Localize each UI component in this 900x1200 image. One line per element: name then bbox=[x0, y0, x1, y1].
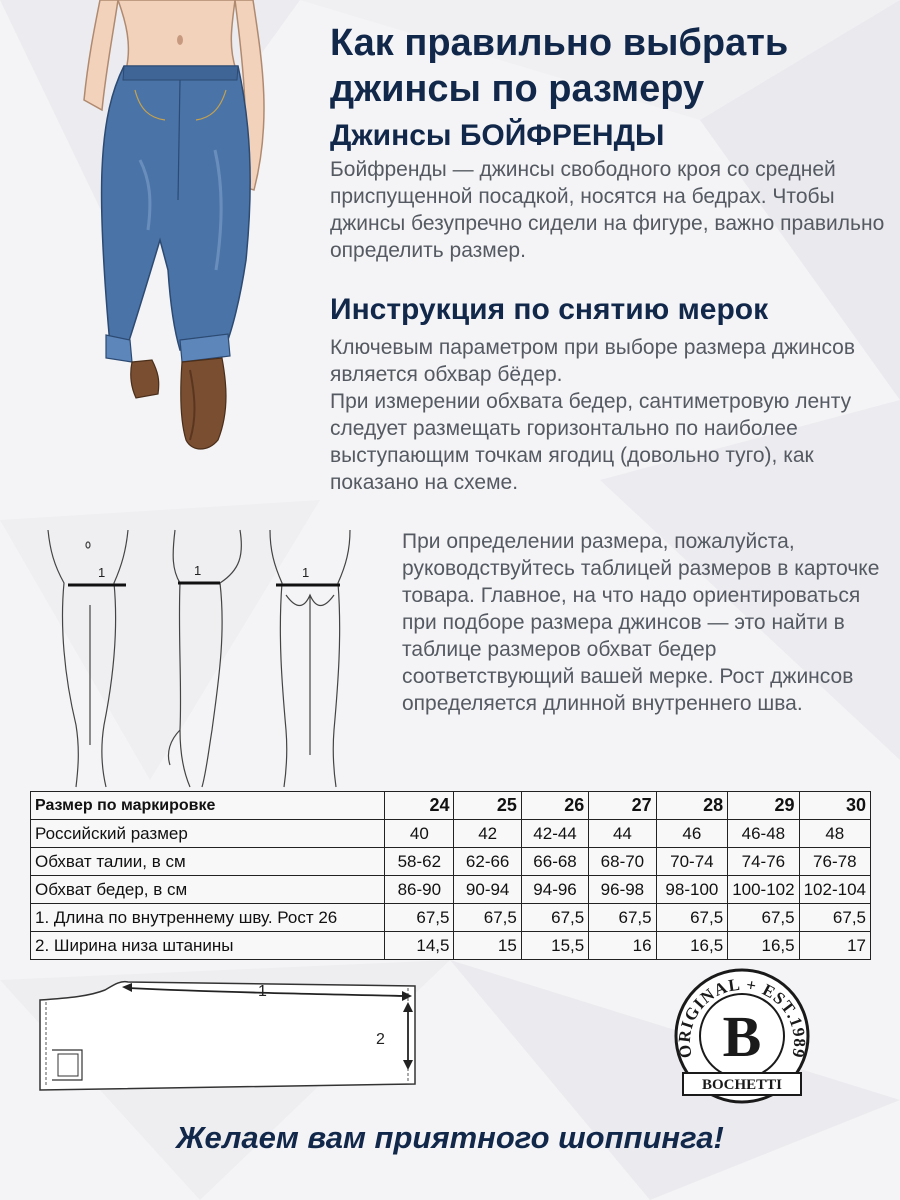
table-cell: 58-62 bbox=[385, 848, 454, 876]
size-header-28: 28 bbox=[656, 792, 728, 820]
table-cell: 68-70 bbox=[589, 848, 656, 876]
left-boot bbox=[131, 360, 159, 398]
table-cell: 42-44 bbox=[521, 820, 588, 848]
measurement-figures bbox=[30, 525, 370, 790]
table-cell: 48 bbox=[799, 820, 870, 848]
table-cell: 44 bbox=[589, 820, 656, 848]
table-cell: 67,5 bbox=[521, 904, 588, 932]
size-header-29: 29 bbox=[728, 792, 799, 820]
boyfriends-description: Бойфренды — джинсы свободного кроя со средней приспущенной посадкой, носятся на бедрах. Чтобы джинсы безупречно сидели на фигуре, важно правильно определить размер. bbox=[330, 158, 885, 262]
leg-width-label: 2 bbox=[376, 1031, 385, 1048]
table-cell: 67,5 bbox=[385, 904, 454, 932]
tape-label-front: 1 bbox=[98, 565, 106, 580]
size-header-30: 30 bbox=[799, 792, 870, 820]
table-cell: 94-96 bbox=[521, 876, 588, 904]
instruction-heading: Инструкция по снятию мерок bbox=[330, 293, 769, 326]
table-cell: 16,5 bbox=[728, 932, 799, 960]
table-row bbox=[31, 932, 871, 960]
table-cell: 70-74 bbox=[656, 848, 728, 876]
logo-ring-text: ORIGINAL + EST.1989 bbox=[674, 974, 810, 1061]
table-cell: 67,5 bbox=[799, 904, 870, 932]
boyfriends-heading: Джинсы БОЙФРЕНДЫ bbox=[330, 119, 665, 152]
table-cell: 46 bbox=[656, 820, 728, 848]
table-cell: 67,5 bbox=[728, 904, 799, 932]
table-cell: 15,5 bbox=[521, 932, 588, 960]
table-cell: 100-102 bbox=[728, 876, 799, 904]
table-cell: 90-94 bbox=[454, 876, 521, 904]
table-cell: 40 bbox=[385, 820, 454, 848]
row-label-waist: Обхват талии, в см bbox=[31, 848, 385, 876]
logo-letter: B bbox=[722, 1004, 762, 1069]
table-cell: 16 bbox=[589, 932, 656, 960]
table-cell: 74-76 bbox=[728, 848, 799, 876]
table-cell: 16,5 bbox=[656, 932, 728, 960]
logo-brand-name: BOCHETTI bbox=[682, 1072, 802, 1096]
row-label-leg-width: 2. Ширина низа штанины bbox=[31, 932, 385, 960]
size-header-26: 26 bbox=[521, 792, 588, 820]
bochetti-logo bbox=[672, 966, 812, 1106]
tape-label-back: 1 bbox=[302, 565, 310, 580]
table-cell: 62-66 bbox=[454, 848, 521, 876]
side-figure bbox=[168, 530, 241, 787]
table-cell: 67,5 bbox=[454, 904, 521, 932]
size-table-header-label: Размер по маркировке bbox=[31, 792, 385, 820]
right-boot bbox=[181, 358, 226, 449]
table-cell: 76-78 bbox=[799, 848, 870, 876]
table-cell: 67,5 bbox=[589, 904, 656, 932]
size-header-24: 24 bbox=[385, 792, 454, 820]
table-cell: 96-98 bbox=[589, 876, 656, 904]
size-advice-text: При определении размера, пожалуйста, руководствуйтесь таблицей размеров в карточке товара. Главное, на что надо ориентироваться при подборе размера джинсов — это найти в таблице размеров обхват бедер соответствующий вашей мерке. Рост джинсов определяется длинной внутреннего шва. bbox=[402, 530, 880, 715]
table-cell: 46-48 bbox=[728, 820, 799, 848]
row-label-hips: Обхват бедер, в см bbox=[31, 876, 385, 904]
table-cell: 98-100 bbox=[656, 876, 728, 904]
table-cell: 66-68 bbox=[521, 848, 588, 876]
table-cell: 15 bbox=[454, 932, 521, 960]
size-header-27: 27 bbox=[589, 792, 656, 820]
front-figure bbox=[48, 530, 128, 787]
page-title: Как правильно выбрать джинсы по размеру bbox=[330, 22, 789, 110]
row-label-inseam: 1. Длина по внутреннему шву. Рост 26 bbox=[31, 904, 385, 932]
table-cell: 86-90 bbox=[385, 876, 454, 904]
table-cell: 102-104 bbox=[799, 876, 870, 904]
size-table-header-row bbox=[31, 792, 871, 820]
size-header-25: 25 bbox=[454, 792, 521, 820]
size-table bbox=[30, 791, 871, 960]
pants-outline bbox=[40, 982, 415, 1090]
instruction-description: Ключевым параметром при выборе размера джинсов является обхвар бёдер. При измерении обхвата бедер, сантиметровую ленту следует размещать горизонтально по наиболее выступающим точкам ягодиц (довольно туго), как показано на схеме. bbox=[330, 336, 856, 494]
torso bbox=[118, 0, 236, 70]
table-row bbox=[31, 820, 871, 848]
jeans-model-illustration bbox=[40, 0, 310, 460]
table-row bbox=[31, 848, 871, 876]
jeans-body bbox=[102, 66, 251, 350]
table-cell: 17 bbox=[799, 932, 870, 960]
table-row bbox=[31, 904, 871, 932]
row-label-russian-size: Российский размер bbox=[31, 820, 385, 848]
back-figure bbox=[270, 530, 350, 787]
table-cell: 42 bbox=[454, 820, 521, 848]
table-row bbox=[31, 876, 871, 904]
table-cell: 67,5 bbox=[656, 904, 728, 932]
table-cell: 14,5 bbox=[385, 932, 454, 960]
inseam-label: 1 bbox=[258, 983, 267, 1000]
footer-message: Желаем вам приятного шоппинга! bbox=[176, 1120, 724, 1155]
pants-measurement-diagram bbox=[30, 972, 430, 1097]
tape-label-side: 1 bbox=[194, 563, 202, 578]
left-cuff bbox=[106, 335, 132, 362]
